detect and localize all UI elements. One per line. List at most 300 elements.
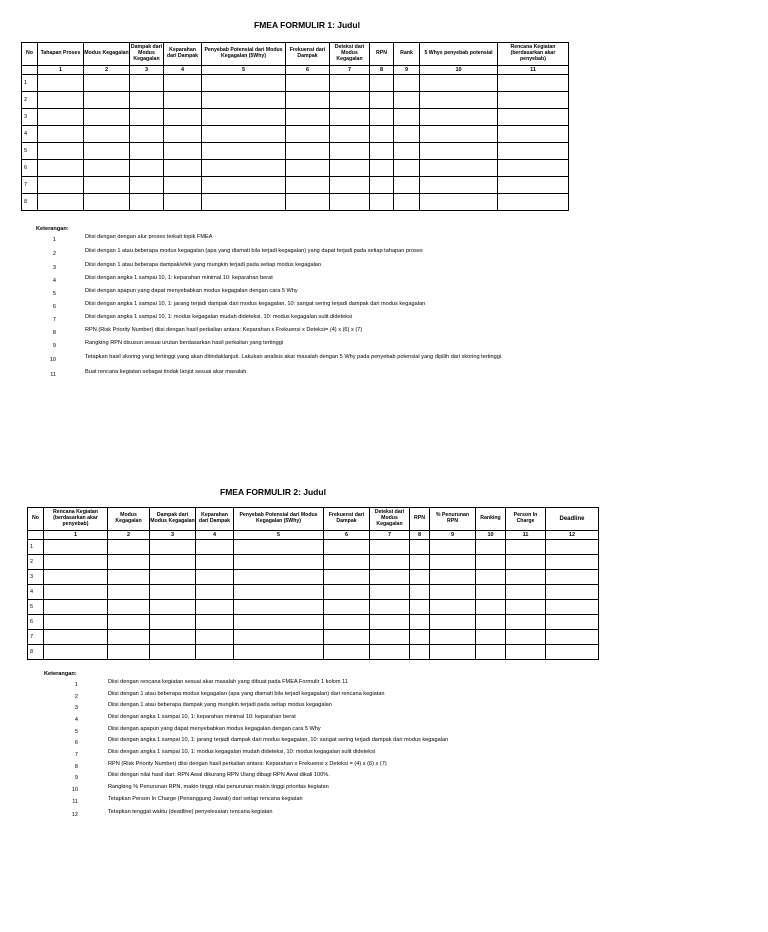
table-cell[interactable] [164,160,202,177]
table-cell[interactable] [130,75,164,92]
note-text: Diisi dengan dengan alur proses terkait topik FMEA [85,234,213,240]
table-cell[interactable] [370,645,410,660]
table-cell[interactable] [196,615,234,630]
row-number: 1 [28,540,44,555]
table-cell[interactable] [476,645,506,660]
table-cell[interactable] [38,160,84,177]
table-cell[interactable] [506,570,546,585]
note-text: Diisi dengan angka 1 sampai 10, 1: jarang terjadi dampak dari modus kegagalan, 10: sangat sering terjadi dampak dari modus kegagalan [85,301,426,307]
note-text: Tetapkan tenggat waktu (deadline) penyelesaian rencana kegiatan [108,809,273,815]
form2-header-cell: Person In Charge [506,508,546,531]
table-row [28,645,599,660]
table-cell[interactable] [164,92,202,109]
row-number: 6 [22,160,38,177]
note-text: Tetapkan hasil skoring yang tertinggi yang akan ditindaklanjuti. Lakukan analisis akar masalah dengan 5 Why pada penyebab potensial yang dipilih dari skoring tertinggi. [85,354,503,360]
table-cell[interactable] [196,645,234,660]
table-cell[interactable] [108,555,150,570]
note-number: 1 [74,682,78,688]
form1-column-number-row [22,66,569,75]
note-number: 4 [52,278,56,284]
note-number: 3 [52,265,56,271]
table-cell[interactable] [330,143,370,160]
table-row [22,75,569,92]
table-cell[interactable] [370,600,410,615]
table-cell[interactable] [164,75,202,92]
table-cell[interactable] [234,570,324,585]
note-text: Diisi dengan angka 1 sampai 10, 1: keparahan minimal 10: keparahan berat [85,275,273,281]
table-cell[interactable] [286,109,330,126]
note-text: Diisi dengan angka 1 sampai 10, 1: modus kegagalan mudah dideteksi, 10: modus kegagalan sulit dideteksi [85,314,353,320]
row-number: 7 [22,177,38,194]
table-cell[interactable] [234,585,324,600]
table-cell[interactable] [150,540,196,555]
table-cell[interactable] [286,194,330,211]
table-cell[interactable] [370,177,394,194]
table-cell[interactable] [498,177,569,194]
table-cell[interactable] [330,160,370,177]
table-cell[interactable] [38,109,84,126]
form2-header-cell: Rencana Kegiatan (berdasarkan akar penyebab) [44,508,108,531]
table-cell[interactable] [370,194,394,211]
note-number: 5 [74,729,78,735]
table-cell[interactable] [38,194,84,211]
table-cell[interactable] [506,555,546,570]
table-cell[interactable] [108,570,150,585]
form1-header-cell: Rank [394,43,420,66]
form1-column-number: 2 [84,66,130,75]
table-cell[interactable] [130,109,164,126]
table-cell[interactable] [196,585,234,600]
table-row [22,177,569,194]
table-cell[interactable] [370,555,410,570]
note-number: 2 [52,251,56,257]
note-text: Rangking RPN disusun sesuai urutan berdasarkan hasil perkalian yang tertinggi [85,340,284,346]
form1-table [21,42,569,211]
table-cell[interactable] [196,540,234,555]
note-text: Diisi dengan rencana kegiatan sesuai akar masalah yang dibuat pada FMEA Formulir 1 kolom 11 [108,679,348,685]
table-cell[interactable] [546,555,599,570]
note-number: 8 [52,330,56,336]
table-cell[interactable] [84,126,130,143]
table-cell[interactable] [108,600,150,615]
table-cell[interactable] [130,160,164,177]
note-number: 10 [71,787,78,793]
note-text: Diisi dengan apapun yang dapat menyebabkan modus kegagalan dengan cara 5 Why [108,726,321,732]
form1-header-cell: Frekuensi dari Dampak [286,43,330,66]
table-cell[interactable] [196,630,234,645]
row-number: 2 [28,555,44,570]
table-cell[interactable] [44,600,108,615]
note-number: 1 [52,237,56,243]
note-number: 11 [72,799,78,805]
table-row [22,160,569,177]
form1-header-cell: Penyebab Potensial dari Modus Kegagalan (5Why) [202,43,286,66]
table-cell[interactable] [234,540,324,555]
table-cell[interactable] [498,109,569,126]
table-cell[interactable] [420,194,498,211]
table-cell[interactable] [394,143,420,160]
table-cell[interactable] [202,109,286,126]
table-cell[interactable] [44,645,108,660]
form2-header-cell: Dampak dari Modus Kegagalan [150,508,196,531]
table-cell[interactable] [394,160,420,177]
table-cell[interactable] [430,645,476,660]
table-cell[interactable] [324,600,370,615]
table-cell[interactable] [330,109,370,126]
note-text: RPN (Risk Priority Number) diisi dengan hasil perkalian antara: Keparahan x Frekuensi x Deteksi= (4) x (6) x (7) [85,327,363,333]
table-cell[interactable] [202,92,286,109]
table-cell[interactable] [370,615,410,630]
form1-header-cell: No [22,43,38,66]
form2-column-number: 1 [44,531,108,540]
table-cell[interactable] [164,143,202,160]
table-cell[interactable] [84,177,130,194]
table-cell[interactable] [202,143,286,160]
table-cell[interactable] [324,645,370,660]
note-number: 9 [52,343,56,349]
table-row [22,143,569,160]
form1-column-number: 11 [498,66,569,75]
form2-column-number: 12 [546,531,599,540]
table-cell[interactable] [476,630,506,645]
table-cell[interactable] [84,160,130,177]
table-cell[interactable] [324,570,370,585]
table-cell[interactable] [196,570,234,585]
table-cell[interactable] [370,630,410,645]
table-cell[interactable] [164,194,202,211]
table-cell[interactable] [150,630,196,645]
table-cell[interactable] [202,75,286,92]
form1-header-cell: Rencana Kegiatan (berdasarkan akar penyebab) [498,43,569,66]
row-number: 5 [22,143,38,160]
table-cell[interactable] [202,160,286,177]
table-cell[interactable] [370,92,394,109]
table-cell[interactable] [430,600,476,615]
row-number: 1 [22,75,38,92]
table-cell[interactable] [84,143,130,160]
table-cell[interactable] [324,585,370,600]
table-cell[interactable] [546,645,599,660]
table-cell[interactable] [410,645,430,660]
table-row [28,630,599,645]
table-cell[interactable] [84,109,130,126]
note-text: Diisi dengan nilai hasil dari: RPN Awal dikurang RPN Ulang dibagi RPN Awal dikali 100%. [108,772,330,778]
table-cell[interactable] [150,570,196,585]
table-cell[interactable] [38,126,84,143]
table-cell[interactable] [430,570,476,585]
note-text: Diisi dengan angka 1 sampai 10, 1: modus kegagalan mudah dideteksi, 10: modus kegagalan sulit dideteksi [108,749,376,755]
table-cell[interactable] [164,109,202,126]
table-cell[interactable] [410,555,430,570]
table-cell[interactable] [164,126,202,143]
table-cell[interactable] [286,177,330,194]
table-cell[interactable] [420,109,498,126]
table-cell[interactable] [506,645,546,660]
table-cell[interactable] [498,143,569,160]
table-cell[interactable] [506,540,546,555]
table-cell[interactable] [108,540,150,555]
table-row [28,555,599,570]
table-row [28,570,599,585]
note-text: Rangking % Penurunan RPN, makin tinggi nilai penurunan makin tinggi prioritas kegiatan [108,784,329,790]
table-cell[interactable] [150,600,196,615]
table-cell[interactable] [370,160,394,177]
table-cell[interactable] [498,92,569,109]
table-cell[interactable] [420,177,498,194]
table-cell[interactable] [410,615,430,630]
table-cell[interactable] [430,540,476,555]
table-row [28,540,599,555]
table-cell[interactable] [84,194,130,211]
form2-notes [44,671,644,831]
table-cell[interactable] [506,585,546,600]
form2-header-row [28,508,599,531]
table-cell[interactable] [130,92,164,109]
table-cell[interactable] [410,540,430,555]
note-number: 10 [49,357,56,363]
table-cell[interactable] [38,143,84,160]
table-cell[interactable] [324,615,370,630]
table-cell[interactable] [370,585,410,600]
table-cell[interactable] [370,570,410,585]
table-cell[interactable] [420,160,498,177]
table-cell[interactable] [410,600,430,615]
table-cell[interactable] [420,126,498,143]
form1-header-cell: Deteksi dari Modus Kegagalan [330,43,370,66]
table-cell[interactable] [430,585,476,600]
table-cell[interactable] [370,109,394,126]
form2-column-number: 10 [476,531,506,540]
table-row [22,126,569,143]
table-cell[interactable] [430,555,476,570]
note-number: 4 [74,717,78,723]
table-cell[interactable] [370,126,394,143]
form2-table [27,507,599,660]
table-cell[interactable] [130,194,164,211]
table-cell[interactable] [476,555,506,570]
form1-title: FMEA FORMULIR 1: Judul [254,20,360,30]
table-cell[interactable] [286,160,330,177]
form2-notes-label: Keterangan: [44,671,77,677]
form1-notes-label: Keterangan: [36,226,69,232]
table-cell[interactable] [498,160,569,177]
table-cell[interactable] [370,75,394,92]
form1-column-number: 8 [370,66,394,75]
table-cell[interactable] [44,615,108,630]
form2-header-cell: Frekuensi dari Dampak [324,508,370,531]
note-number: 12 [71,812,78,818]
note-text: Tetapkan Person In Charge (Penanggung Jawab) dari setiap rencana kegiatan [108,796,303,802]
form1-header-cell: 5 Whys penyebab potensial [420,43,498,66]
form2-column-number-row [28,531,599,540]
row-number: 2 [22,92,38,109]
table-cell[interactable] [394,194,420,211]
table-cell[interactable] [130,126,164,143]
table-cell[interactable] [234,555,324,570]
table-cell[interactable] [286,75,330,92]
form1-header-cell: Modus Kegagalan [84,43,130,66]
table-cell[interactable] [330,177,370,194]
table-cell[interactable] [420,75,498,92]
note-text: Diisi dengan 1 atau beberapa modus kegagalan (apa yang diamati bila terjadi kegagalan) yang dapat terjadi pada setiap tahapan proses [85,248,423,254]
table-cell[interactable] [130,143,164,160]
table-cell[interactable] [410,630,430,645]
table-cell[interactable] [430,615,476,630]
table-cell[interactable] [370,143,394,160]
table-cell[interactable] [202,177,286,194]
form1-column-number: 10 [420,66,498,75]
table-cell[interactable] [546,630,599,645]
table-cell[interactable] [164,177,202,194]
note-text: RPN (Risk Priority Number) diisi dengan hasil perkalian antara: Keparahan x Frekuensi x Deteksi = (4) x (6) x (7) [108,761,387,767]
table-cell[interactable] [202,194,286,211]
table-cell[interactable] [546,615,599,630]
table-cell[interactable] [394,126,420,143]
table-cell[interactable] [330,75,370,92]
form2-column-number: 2 [108,531,150,540]
note-number: 5 [52,291,56,297]
table-cell[interactable] [506,600,546,615]
table-cell[interactable] [476,600,506,615]
table-cell[interactable] [286,143,330,160]
note-number: 7 [52,317,56,323]
form2-column-number: 8 [410,531,430,540]
form2-header-cell: RPN [410,508,430,531]
table-cell[interactable] [330,126,370,143]
table-cell[interactable] [370,540,410,555]
table-cell[interactable] [44,555,108,570]
table-cell[interactable] [330,194,370,211]
note-number: 6 [74,740,78,746]
table-cell[interactable] [394,92,420,109]
table-cell[interactable] [44,585,108,600]
row-number: 8 [28,645,44,660]
table-cell[interactable] [394,109,420,126]
note-number: 9 [74,775,78,781]
table-cell[interactable] [476,585,506,600]
table-cell[interactable] [476,570,506,585]
note-number: 6 [52,304,56,310]
table-cell[interactable] [234,615,324,630]
table-cell[interactable] [324,555,370,570]
table-cell[interactable] [498,75,569,92]
table-cell[interactable] [108,585,150,600]
form1-column-number: 4 [164,66,202,75]
table-cell[interactable] [394,177,420,194]
table-cell[interactable] [394,75,420,92]
table-cell[interactable] [150,585,196,600]
form2-header-cell: Modus Kegagalan [108,508,150,531]
note-text: Diisi dengan 1 atau beberapa dampak/efek yang mungkin terjadi pada setiap modus kegagalan [85,262,322,268]
table-cell[interactable] [420,143,498,160]
form2-header-cell: % Penurunan RPN [430,508,476,531]
table-cell[interactable] [234,645,324,660]
form1-header-cell: Keparahan dari Dampak [164,43,202,66]
form1-column-number: 7 [330,66,370,75]
table-row [28,615,599,630]
table-cell[interactable] [546,570,599,585]
row-number: 7 [28,630,44,645]
table-cell[interactable] [430,630,476,645]
table-cell[interactable] [234,600,324,615]
table-cell[interactable] [546,540,599,555]
table-cell[interactable] [410,585,430,600]
table-cell[interactable] [196,555,234,570]
table-cell[interactable] [286,92,330,109]
table-cell[interactable] [410,570,430,585]
table-cell[interactable] [84,92,130,109]
note-text: Diisi dengan angka 1 sampai 10, 1: keparahan minimal 10: keparahan berat [108,714,296,720]
note-number: 2 [74,694,78,700]
table-cell[interactable] [108,630,150,645]
table-cell[interactable] [546,585,599,600]
row-number: 6 [28,615,44,630]
table-cell[interactable] [476,615,506,630]
form1-column-number: 1 [38,66,84,75]
form2-column-number: 9 [430,531,476,540]
table-cell[interactable] [420,92,498,109]
form2-column-number: 4 [196,531,234,540]
table-cell[interactable] [130,177,164,194]
note-text: Diisi dengan apapun yang dapat menyebabkan modus kegagalan dengan cara 5 Why [85,288,298,294]
note-number: 8 [74,764,78,770]
table-cell[interactable] [234,630,324,645]
form1-column-number: 6 [286,66,330,75]
form1-blank-cell [22,66,38,75]
row-number: 4 [22,126,38,143]
form1-header-row [22,43,569,66]
note-number: 3 [74,705,78,711]
table-cell[interactable] [196,600,234,615]
table-cell[interactable] [324,540,370,555]
form2-column-number: 7 [370,531,410,540]
form1-header-cell: Tahapan Proses [38,43,84,66]
table-cell[interactable] [506,630,546,645]
form2-header-cell: No [28,508,44,531]
table-cell[interactable] [38,177,84,194]
table-row [28,585,599,600]
table-cell[interactable] [108,615,150,630]
table-cell[interactable] [286,126,330,143]
table-cell[interactable] [324,630,370,645]
table-cell[interactable] [108,645,150,660]
table-cell[interactable] [38,75,84,92]
form2-title: FMEA FORMULIR 2: Judul [220,487,326,497]
row-number: 5 [28,600,44,615]
table-cell[interactable] [44,540,108,555]
table-cell[interactable] [330,92,370,109]
form2-header-cell: Deadline [546,508,599,531]
table-cell[interactable] [546,600,599,615]
table-cell[interactable] [44,570,108,585]
row-number: 4 [28,585,44,600]
table-cell[interactable] [202,126,286,143]
table-cell[interactable] [476,540,506,555]
table-cell[interactable] [150,615,196,630]
table-row [22,92,569,109]
table-cell[interactable] [150,555,196,570]
table-cell[interactable] [506,615,546,630]
table-cell[interactable] [38,92,84,109]
table-cell[interactable] [44,630,108,645]
form2-column-number: 6 [324,531,370,540]
table-cell[interactable] [150,645,196,660]
table-cell[interactable] [84,75,130,92]
table-cell[interactable] [498,194,569,211]
form2-column-number: 3 [150,531,196,540]
form1-column-number: 3 [130,66,164,75]
table-cell[interactable] [498,126,569,143]
